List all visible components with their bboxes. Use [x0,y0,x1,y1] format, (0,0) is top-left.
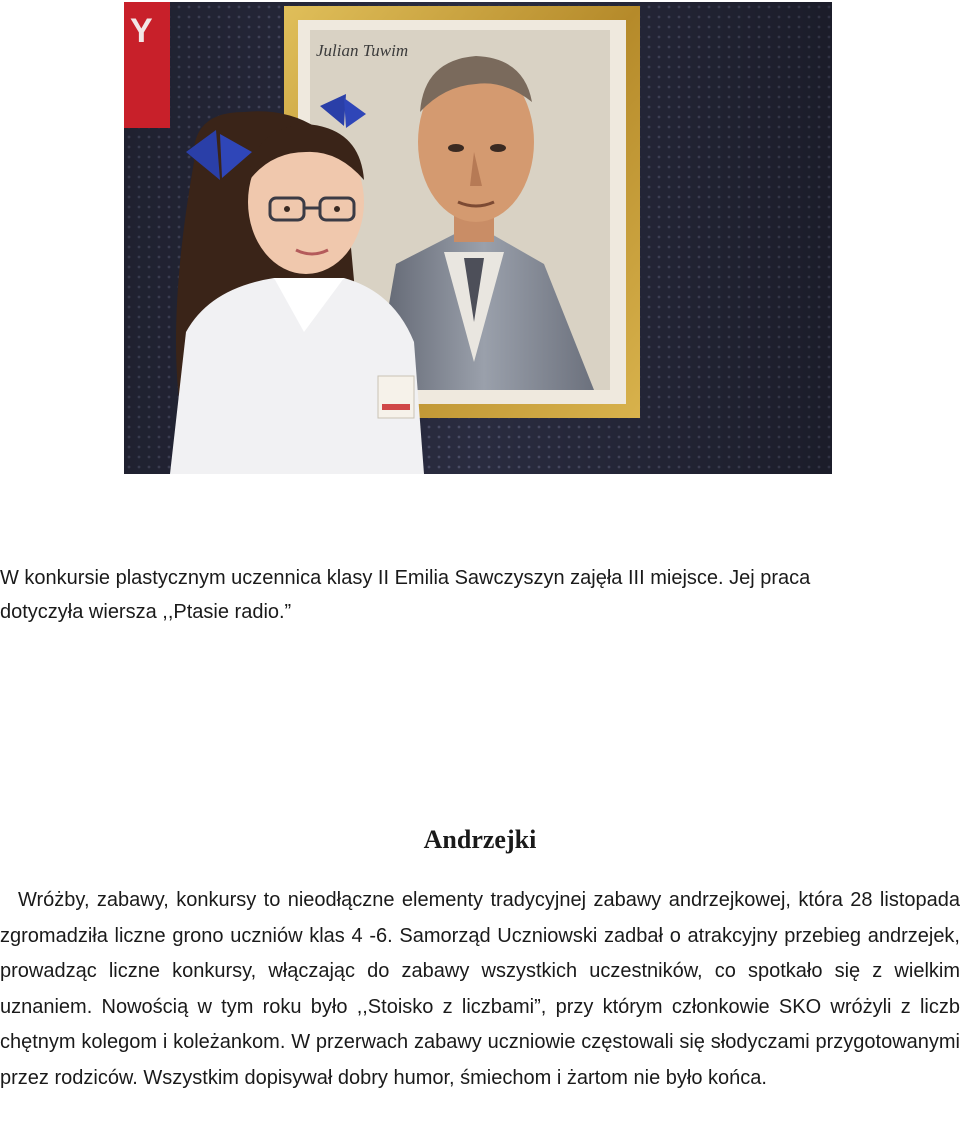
poster-label: Julian Tuwim [316,41,409,60]
section-heading: Andrzejki [423,825,537,854]
photo-caption-line-1: W konkursie plastycznym uczennica klasy II Emilia Sawczyszyn zajęła III miejsce. Jej praca [0,567,811,589]
photo-girl-with-tuwim-portrait [124,2,832,474]
paragraph-text: Wróżby, zabawy, konkursy to nieodłączne elementy tradycyjnej zabawy andrzejkowej, która 28 listopada zgromadziła liczne grono uczniów klas 4 -6. Samorząd Uczniowski zadbał o atrakcyjny przebieg andrzejek, prowadząc liczne konkursy, włączając do zabawy wszystkich uczestników, co spotkało się z wielkim uznaniem. Nowością w tym roku było ,,Stoisko z liczbami”, przy którym członkowie SKO wróżyli z liczb chętnym kolegom i koleżankom. W przerwach zabawy uczniowie częstowali się słodyczami przygotowanymi przez rodziców. Wszystkim dopisywał dobry humor, śmiechom i żartom nie było końca. [0,889,960,1089]
svg-text:Y: Y [130,12,153,50]
photo-caption-line-2: dotyczyła wiersza ,,Ptasie radio.” [0,601,292,623]
section-paragraph [0,883,960,1096]
